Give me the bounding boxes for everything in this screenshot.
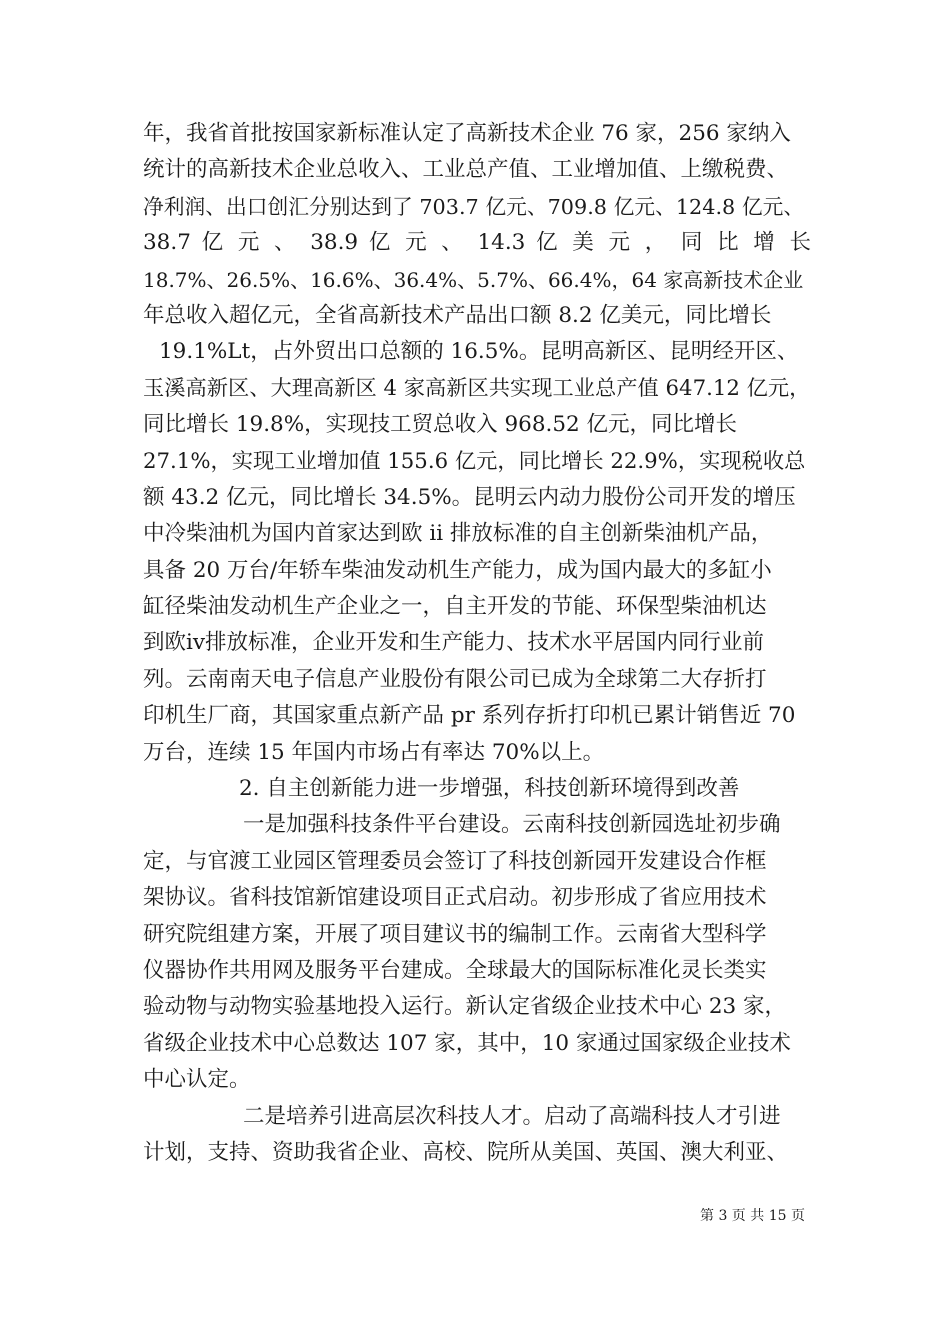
text-line: 定，与官渡工业园区管理委员会签订了科技创新园开发建设合作框	[143, 848, 767, 874]
text-line: 18.7%、26.5%、16.6%、36.4%、5.7%、66.4%，64 家高新技术企业	[143, 267, 804, 292]
text-line: 年总收入超亿元，全省高新技术产品出口额 8.2 亿美元，同比增长	[143, 302, 772, 328]
text-line: 架协议。省科技馆新馆建设项目正式启动。初步形成了省应用技术	[143, 885, 767, 911]
section-heading: 2. 自主创新能力进一步增强，科技创新环境得到改善	[239, 776, 740, 802]
text-line: 缸径柴油发动机生产企业之一，自主开发的节能、环保型柴油机达	[143, 594, 767, 620]
text-line: 中冷柴油机为国内首家达到欧 ii 排放标准的自主创新柴油机产品，	[143, 521, 773, 547]
text-line: 计划，支持、资助我省企业、高校、院所从美国、英国、澳大利亚、	[143, 1139, 789, 1165]
text-line: 仪器协作共用网及服务平台建成。全球最大的国际标准化灵长类实	[143, 957, 767, 983]
text-line: 二是培养引进高层次科技人才。启动了高端科技人才引进	[243, 1103, 781, 1129]
text-line: 具备 20 万台/年轿车柴油发动机生产能力，成为国内最大的多缸小	[143, 557, 772, 583]
text-line: 省级企业技术中心总数达 107 家，其中，10 家通过国家级企业技术	[143, 1030, 791, 1056]
text-line: 同比增长 19.8%，实现技工贸总收入 968.52 亿元，同比增长	[143, 412, 738, 438]
text-line: 统计的高新技术企业总收入、工业总产值、工业增加值、上缴税费、	[143, 157, 789, 183]
text-line: 验动物与动物实验基地投入运行。新认定省级企业技术中心 23 家，	[143, 994, 787, 1020]
text-line: 额 43.2 亿元，同比增长 34.5%。昆明云内动力股份公司开发的增压	[143, 484, 796, 510]
document-body	[143, 116, 811, 1171]
text-line: 年，我省首批按国家新标准认定了高新技术企业 76 家，256 家纳入	[143, 121, 791, 146]
text-line: 印机生厂商，其国家重点新产品 pr 系列存折打印机已累计销售近 70	[143, 703, 796, 729]
page-number-footer: 第 3 页 共 15 页	[700, 1208, 805, 1224]
text-line: 38.7 亿 元 、 38.9 亿 元 、 14.3 亿 美 元 ， 同 比 增 长	[143, 230, 811, 256]
text-line: 一是加强科技条件平台建设。云南科技创新园选址初步确	[243, 812, 781, 838]
text-line: 万台，连续 15 年国内市场占有率达 70%以上。	[143, 739, 605, 765]
text-line: 19.1%Lt，占外贸出口总额的 16.5%。昆明高新区、昆明经开区、	[159, 339, 799, 365]
text-line: 中心认定。	[143, 1067, 251, 1093]
text-line: 27.1%，实现工业增加值 155.6 亿元，同比增长 22.9%，实现税收总	[143, 448, 806, 474]
text-line: 玉溪高新区、大理高新区 4 家高新区共实现工业总产值 647.12 亿元，	[143, 375, 811, 401]
text-line: 列。云南南天电子信息产业股份有限公司已成为全球第二大存折打	[143, 666, 767, 692]
text-line: 到欧ⅳ排放标准，企业开发和生产能力、技术水平居国内同行业前	[143, 630, 765, 656]
text-line: 净利润、出口创汇分别达到了 703.7 亿元、709.8 亿元、124.8 亿元、	[143, 194, 805, 219]
text-line: 研究院组建方案，开展了项目建议书的编制工作。云南省大型科学	[143, 921, 767, 947]
